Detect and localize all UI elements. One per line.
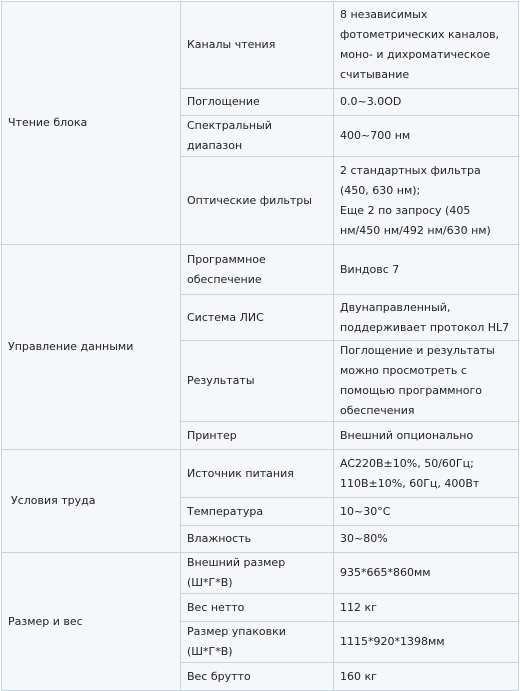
param-name: Результаты xyxy=(181,341,334,422)
param-value: 160 кг xyxy=(334,663,519,691)
table-row xyxy=(2,245,519,295)
table-row xyxy=(2,2,519,89)
param-value: 0.0~3.0OD xyxy=(334,89,519,116)
table-row xyxy=(2,553,519,594)
value-line: 2 стандартных фильтра (450, 630 нм); xyxy=(340,163,481,197)
param-name: Спектральный диапазон xyxy=(181,116,334,157)
value-line: 110В±10%, 60Гц, 400Вт xyxy=(340,476,480,490)
param-name: Оптические фильтры xyxy=(181,157,334,245)
value-line: Еще 2 по запросу (405 нм/450 нм/492 нм/630 нм) xyxy=(340,203,491,237)
param-value: 935*665*860мм xyxy=(334,553,519,594)
param-name: Влажность xyxy=(181,526,334,553)
param-name: Принтер xyxy=(181,422,334,450)
param-value: Внешний опционально xyxy=(334,422,519,450)
param-value: Виндовс 7 xyxy=(334,245,519,295)
param-value: 112 кг xyxy=(334,594,519,622)
param-value xyxy=(334,157,519,245)
param-name: Источник питания xyxy=(181,450,334,498)
group-title: Чтение блока xyxy=(2,2,181,245)
param-name: Размер упаковки (Ш*Г*В) xyxy=(181,622,334,663)
param-name: Вес брутто xyxy=(181,663,334,691)
table-row xyxy=(2,450,519,498)
param-value: Поглощение и результаты можно просмотреть с помощью программного обеспечения xyxy=(334,341,519,422)
param-value xyxy=(334,450,519,498)
group-title: Управление данными xyxy=(2,245,181,450)
param-value: 8 независимых фотометрических каналов, моно- и дихроматическое считывание xyxy=(334,2,519,89)
param-value: 30~80% xyxy=(334,526,519,553)
param-name: Внешний размер (Ш*Г*В) xyxy=(181,553,334,594)
param-value: 10~30°C xyxy=(334,498,519,526)
param-name: Программное обеспечение xyxy=(181,245,334,295)
group-title xyxy=(2,450,181,553)
param-name: Температура xyxy=(181,498,334,526)
group-title: Размер и вес xyxy=(2,553,181,691)
param-name: Система ЛИС xyxy=(181,295,334,341)
param-value: 1115*920*1398мм xyxy=(334,622,519,663)
group-title-text: Условия труда xyxy=(11,494,96,507)
value-line: AC220В±10%, 50/60Гц; xyxy=(340,456,474,470)
param-value: Двунаправленный, поддерживает протокол HL7 xyxy=(334,295,519,341)
param-name: Вес нетто xyxy=(181,594,334,622)
specifications-table xyxy=(1,1,519,691)
param-name: Поглощение xyxy=(181,89,334,116)
param-name: Каналы чтения xyxy=(181,2,334,89)
param-value: 400~700 нм xyxy=(334,116,519,157)
